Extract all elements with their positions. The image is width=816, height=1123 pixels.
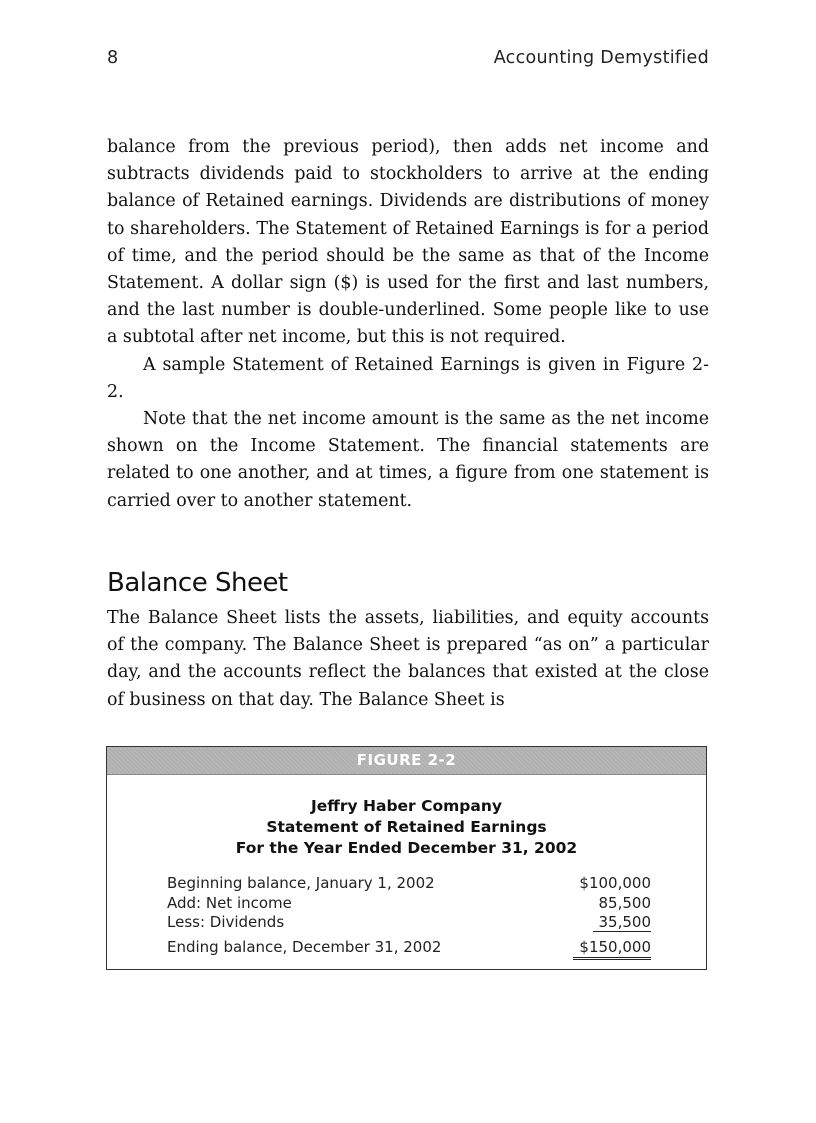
paragraph: A sample Statement of Retained Earnings is given in Figure 2-2. (107, 354, 709, 402)
row-amount-double-underlined: $150,000 (573, 938, 651, 960)
statement-heading (107, 796, 706, 859)
table-row-total (167, 938, 651, 958)
company-name: Jeffry Haber Company (311, 797, 502, 815)
paragraph: Note that the net income amount is the same as the net income shown on the Income Statement. The financial statements are related to one another, and at times, a figure from one statement is carried over to another statement. (107, 409, 709, 511)
table-row (167, 913, 651, 933)
paragraph: The Balance Sheet lists the assets, liabilities, and equity accounts of the company. The Balance Sheet is prepared “as on” a particular day, and the accounts reflect the balances that existed at the close of business on that day. The Balance Sheet is (107, 608, 709, 710)
figure-label-bar (107, 747, 706, 775)
table-row (167, 874, 651, 894)
row-amount: 85,500 (598, 893, 651, 912)
financial-table (167, 874, 651, 957)
section-body-text (107, 605, 709, 714)
page-header (107, 48, 709, 74)
statement-period: For the Year Ended December 31, 2002 (235, 839, 578, 857)
paragraph: balance from the previous period), then adds net income and subtracts dividends paid to stockholders to arrive at the ending balance of Retained earnings. Dividends are distributions of money to shareholders. The Statement of Retained Earnings is for a period of time, and the period should be the same as that of the Income Statement. A dollar sign ($) is used for the first and last numbers, and the last number is double-underlined. Some people like to use a subtotal after net income, but this is not required. (107, 137, 709, 348)
row-label: Less: Dividends (167, 913, 285, 931)
row-amount: $100,000 (579, 874, 651, 892)
table-row (167, 894, 651, 914)
figure-2-2 (106, 746, 707, 970)
page-number: 8 (107, 48, 119, 68)
running-title: Accounting Demystified (493, 48, 709, 68)
row-label: Add: Net income (167, 893, 292, 912)
body-text-block (107, 134, 709, 515)
figure-label: FIGURE 2-2 (356, 751, 457, 769)
statement-title: Statement of Retained Earnings (266, 818, 547, 836)
row-label: Beginning balance, January 1, 2002 (167, 874, 435, 892)
section-heading: Balance Sheet (107, 568, 288, 598)
row-label: Ending balance, December 31, 2002 (167, 937, 442, 956)
row-amount-underlined: 35,500 (593, 913, 652, 932)
